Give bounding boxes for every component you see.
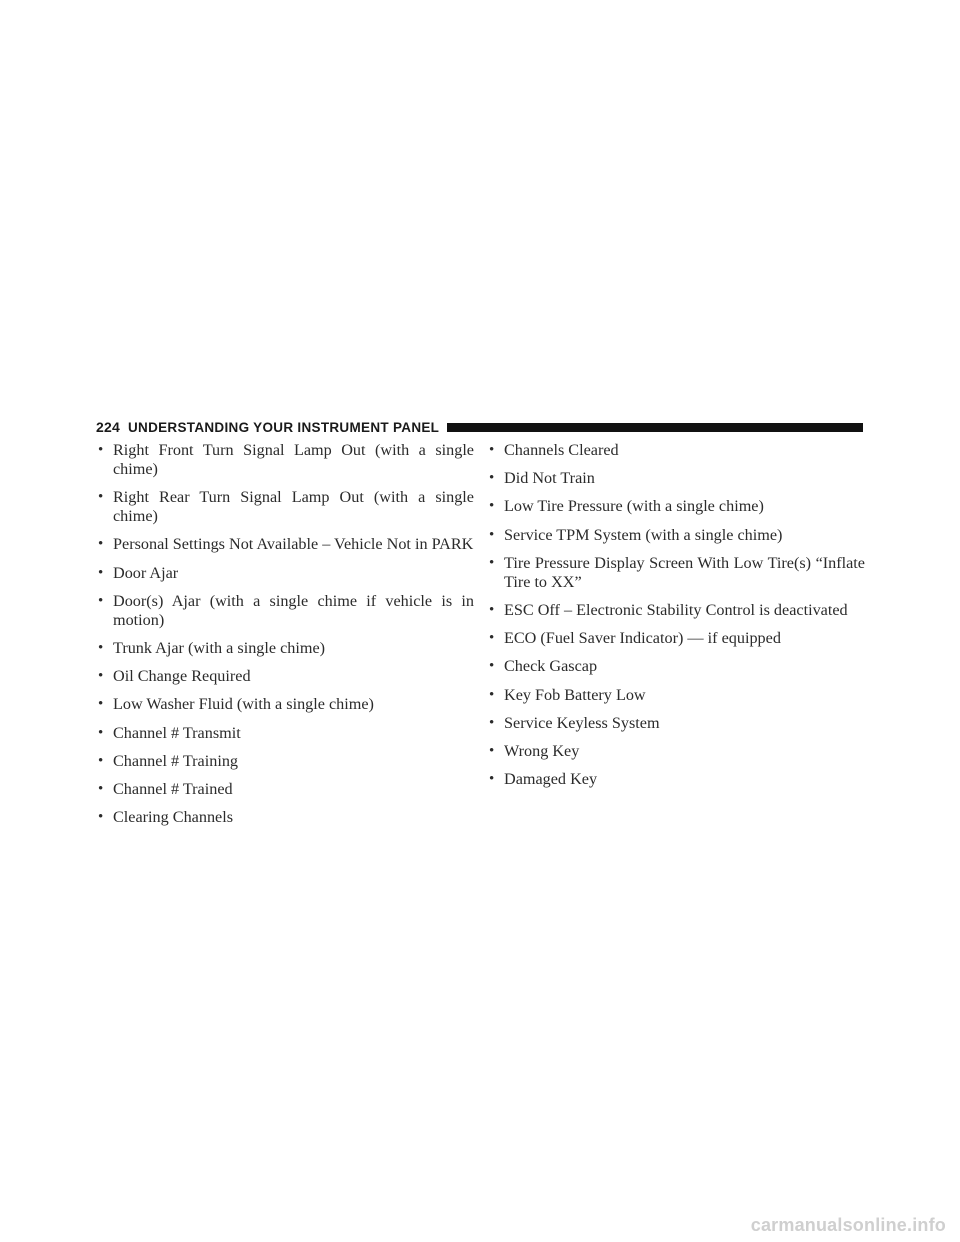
- list-item-text: Wrong Key: [504, 741, 580, 760]
- list-item-text: Did Not Train: [504, 469, 595, 488]
- bullet-icon: •: [98, 564, 104, 581]
- list-item-text: Damaged Key: [504, 770, 598, 789]
- bullet-icon: •: [489, 601, 495, 618]
- list-item-text: Key Fob Battery Low: [504, 685, 646, 704]
- list-item: [488, 770, 865, 789]
- list-item: [97, 535, 474, 554]
- bullet-icon: •: [98, 780, 104, 797]
- list-item-text: Service TPM System (with a single chime): [504, 525, 783, 544]
- list-item-text: Door Ajar: [113, 563, 179, 582]
- bullet-icon: •: [98, 752, 104, 769]
- list-item: [97, 441, 474, 479]
- bullet-icon: •: [489, 498, 495, 515]
- list-item: [97, 488, 474, 526]
- list-item: [97, 564, 474, 583]
- section-title: UNDERSTANDING YOUR INSTRUMENT PANEL: [127, 419, 440, 435]
- list-item-text: Channel # Training: [113, 751, 239, 770]
- list-item-text: ECO (Fuel Saver Indicator) — if equipped: [504, 629, 781, 648]
- list-item: [97, 639, 474, 658]
- list-item-text: Service Keyless System: [504, 713, 660, 732]
- list-item: [488, 686, 865, 705]
- list-item: [97, 592, 474, 630]
- bullet-icon: •: [98, 724, 104, 741]
- bullet-icon: •: [489, 526, 495, 543]
- list-item: [488, 497, 865, 516]
- watermark-text: carmanualsonline.info: [750, 1215, 946, 1235]
- bullet-icon: •: [98, 592, 104, 609]
- list-item: [97, 780, 474, 799]
- list-item: [97, 724, 474, 743]
- list-item-text: Oil Change Required: [113, 667, 251, 686]
- bullet-icon: •: [98, 696, 104, 713]
- warning-messages-list-right: [488, 441, 865, 798]
- list-item: [97, 752, 474, 771]
- warning-messages-list-left: [97, 441, 474, 836]
- bullet-icon: •: [489, 442, 495, 458]
- bullet-icon: •: [98, 489, 104, 506]
- bullet-icon: •: [489, 470, 495, 487]
- bullet-icon: •: [489, 742, 495, 759]
- list-item: [488, 469, 865, 488]
- bullet-icon: •: [98, 536, 104, 553]
- list-item: [97, 667, 474, 686]
- bullet-icon: •: [98, 809, 104, 826]
- list-item-text: Door(s) Ajar (with a single chime if vehicle is in motion): [113, 591, 474, 629]
- list-item: [488, 441, 865, 460]
- header-rule: [447, 423, 863, 432]
- list-item: [488, 601, 865, 620]
- list-item-text: Channels Cleared: [504, 441, 619, 459]
- bullet-icon: •: [98, 668, 104, 685]
- list-item-text: Personal Settings Not Available – Vehicle Not in PARK: [113, 535, 474, 554]
- bullet-icon: •: [489, 714, 495, 731]
- list-item: [97, 808, 474, 827]
- list-item-text: ESC Off – Electronic Stability Control is deactivated: [504, 600, 848, 619]
- bullet-icon: •: [489, 686, 495, 703]
- list-item: [488, 554, 865, 592]
- bullet-icon: •: [489, 554, 495, 571]
- list-item-text: Low Washer Fluid (with a single chime): [113, 695, 374, 714]
- list-item-text: Channel # Trained: [113, 779, 233, 798]
- list-item: [488, 629, 865, 648]
- list-item: [488, 742, 865, 761]
- page-number: 224: [96, 419, 120, 435]
- list-item-text: Right Front Turn Signal Lamp Out (with a single chime): [113, 441, 474, 478]
- list-item-text: Right Rear Turn Signal Lamp Out (with a single chime): [113, 488, 474, 526]
- bullet-icon: •: [489, 658, 495, 675]
- list-item: [488, 714, 865, 733]
- bullet-icon: •: [98, 442, 104, 458]
- list-item: [97, 695, 474, 714]
- list-item-text: Tire Pressure Display Screen With Low Tire(s) “Inflate Tire to XX”: [504, 553, 865, 591]
- list-item-text: Clearing Channels: [113, 808, 234, 827]
- list-item-text: Check Gascap: [504, 657, 598, 676]
- list-item-text: Low Tire Pressure (with a single chime): [504, 497, 764, 516]
- bullet-icon: •: [489, 630, 495, 647]
- page-header: [96, 417, 863, 437]
- list-item: [488, 526, 865, 545]
- bullet-icon: •: [98, 639, 104, 656]
- list-item: [488, 657, 865, 676]
- bullet-icon: •: [489, 771, 495, 788]
- list-item-text: Trunk Ajar (with a single chime): [113, 638, 326, 657]
- list-item-text: Channel # Transmit: [113, 723, 241, 742]
